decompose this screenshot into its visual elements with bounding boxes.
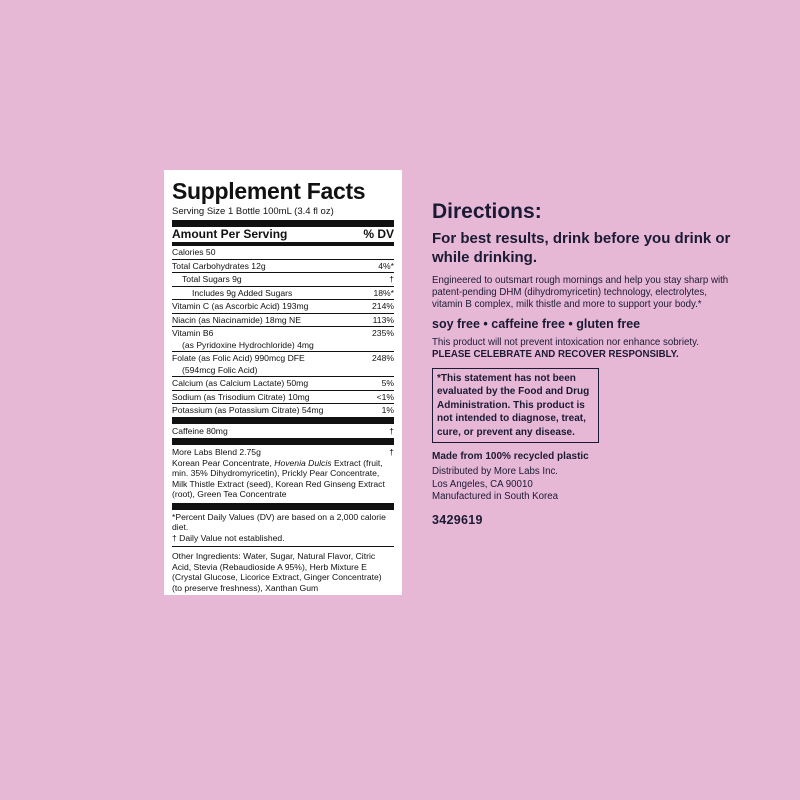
nutrient-source: (as Pyridoxine Hydrochloride) 4mg <box>172 340 394 353</box>
nutrient-row <box>172 404 394 417</box>
nutrient-name: Total Carbohydrates 12g <box>172 260 266 271</box>
nutrient-row <box>172 314 394 328</box>
sobriety-notice <box>432 337 732 361</box>
nutrient-name: Includes 9g Added Sugars <box>192 287 293 298</box>
nutrient-row <box>172 377 394 391</box>
nutrient-name: Folate (as Folic Acid) 990mcg DFE <box>172 353 305 363</box>
supplement-facts-panel <box>164 170 402 595</box>
amount-header-row <box>172 227 394 246</box>
nutrient-name: Calcium (as Calcium Lactate) 50mg <box>172 378 309 388</box>
distributor-name: Distributed by More Labs Inc. <box>432 466 558 478</box>
blend-ingredients <box>172 458 394 503</box>
dv-header-label: % DV <box>363 227 394 241</box>
nutrient-dv: <1% <box>376 391 394 402</box>
nutrient-dv: 4%* <box>378 260 394 271</box>
nutrient-dv: 235% <box>372 328 394 338</box>
supplement-facts <box>172 178 394 593</box>
nutrient-name: Vitamin B6 <box>172 328 214 338</box>
notice-bold-text: PLEASE CELEBRATE AND RECOVER RESPONSIBLY. <box>432 349 679 360</box>
nutrient-name: Potassium (as Potassium Citrate) 54mg <box>172 405 324 415</box>
other-ingredients: Other Ingredients: Water, Sugar, Natural Flavor, Citric Acid, Stevia (Rebaudioside A 95%), Herb Mixture E (Crystal Glucose, Licorice Extract, Ginger Concentrate) (to preserve freshness), Xanthan Gum <box>172 546 394 593</box>
nutrient-row <box>172 260 394 274</box>
blend-text-part: Korean Pear Concentrate, <box>172 457 275 468</box>
nutrient-dv: 113% <box>372 314 394 325</box>
caffeine-name: Caffeine 80mg <box>172 425 228 436</box>
nutrient-name: Sodium (as Trisodium Citrate) 10mg <box>172 391 310 402</box>
divider-thick <box>172 503 394 510</box>
distributor-city: Los Angeles, CA 90010 <box>432 478 533 490</box>
blend-dv: † <box>389 447 394 457</box>
nutrient-dv: 1% <box>381 405 394 415</box>
recycled-note: Made from 100% recycled plastic <box>432 451 589 463</box>
footnotes <box>172 510 394 546</box>
serving-size: Serving Size 1 Bottle 100mL (3.4 fl oz) <box>172 206 334 217</box>
facts-title: Supplement Facts <box>172 178 366 204</box>
calories-label: Calories 50 <box>172 247 216 257</box>
directions-subtitle: For best results, drink before you drink or while drinking. <box>432 230 731 266</box>
directions-body: Engineered to outsmart rough mornings and help you stay sharp with patent-pending DHM (dihydromyricetin) technology, electrolytes, vitamin B complex, milk thistle and more to support your body.* <box>432 275 729 310</box>
product-code: 3429619 <box>432 512 483 527</box>
manufactured-in: Manufactured in South Korea <box>432 491 559 503</box>
footnote-dv: *Percent Daily Values (DV) are based on a 2,000 calorie diet. <box>172 511 386 532</box>
calories-row <box>172 246 394 260</box>
amount-per-serving-label: Amount Per Serving <box>172 227 288 241</box>
nutrient-row <box>172 352 394 365</box>
nutrient-dv: 214% <box>372 301 394 311</box>
notice-text: This product will not prevent intoxication nor enhance sobriety. <box>432 337 699 348</box>
caffeine-row <box>172 424 394 438</box>
blend-text-italic: Hovenia Dulcis <box>274 457 332 468</box>
nutrient-source: (594mcg Folic Acid) <box>172 365 394 378</box>
nutrient-name: Total Sugars 9g <box>182 274 242 284</box>
nutrient-name: Vitamin C (as Ascorbic Acid) 193mg <box>172 301 309 311</box>
nutrient-row <box>172 300 394 314</box>
blend-text-part: Extract (fruit, min. 35% Dihydromyricetin), Prickly Pear Concentrate, Milk Thistle Extract (seed), Korean Red Ginseng Extract (root), Green Tea Concentrate <box>172 457 385 499</box>
nutrient-row <box>172 391 394 405</box>
footnote-dagger: † Daily Value not established. <box>172 532 285 543</box>
nutrient-dv: 5% <box>381 378 394 388</box>
nutrient-row <box>172 273 394 287</box>
divider-thick <box>172 220 394 227</box>
nutrient-dv: † <box>389 274 394 284</box>
directions-title: Directions: <box>432 200 542 223</box>
directions-column <box>432 200 732 528</box>
blend-row <box>172 445 394 458</box>
nutrient-dv: 248% <box>372 353 394 363</box>
nutrient-name: Niacin (as Niacinamide) 18mg NE <box>172 314 301 325</box>
divider-thick <box>172 417 394 424</box>
nutrient-row <box>172 327 394 340</box>
free-from-line: soy free • caffeine free • gluten free <box>432 317 641 331</box>
fda-statement-box: *This statement has not been evaluated by the Food and Drug Administration. This product is not intended to diagnose, treat, cure, or prevent any disease. <box>432 368 599 443</box>
divider-thick <box>172 438 394 445</box>
distributor-info <box>432 466 732 504</box>
caffeine-dv: † <box>389 425 394 436</box>
blend-name: More Labs Blend 2.75g <box>172 447 261 457</box>
nutrient-row <box>172 287 394 301</box>
nutrient-dv: 18%* <box>373 287 394 298</box>
